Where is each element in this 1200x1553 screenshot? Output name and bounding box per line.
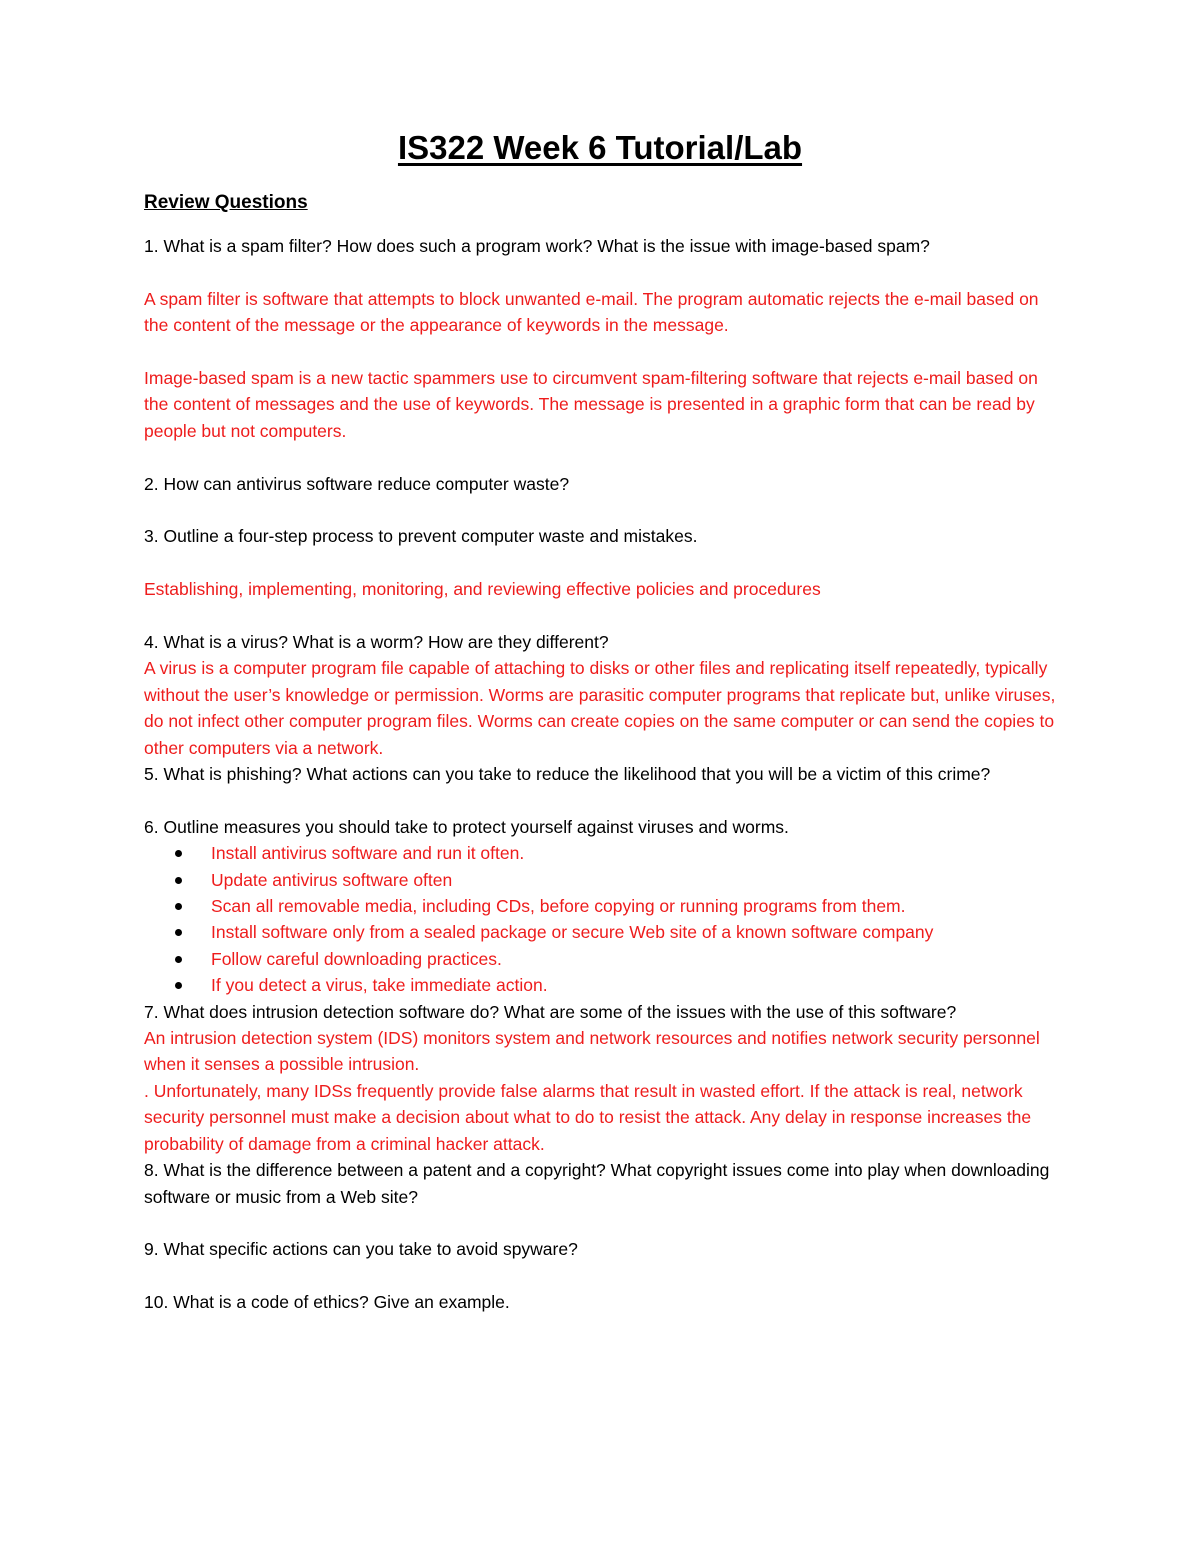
answer-4: A virus is a computer program file capable of attaching to disks or other files and replicating itself repeatedly, typically without the user’s knowledge or permission. Worms are parasitic computer programs that replicate but, unlike viruses, do not infect other computer program files. Worms can create copies on the same computer or can send the copies to other computers via a network. xyxy=(144,658,1056,758)
answer-1-paragraph-1: A spam filter is software that attempts to block unwanted e-mail. The program automatic rejects the e-mail based on the content of the message or the appearance of keywords in the message. xyxy=(144,288,1039,336)
question-2: 2. How can antivirus software reduce computer waste? xyxy=(144,473,570,494)
list-item: Scan all removable media, including CDs, before copying or running programs from them. xyxy=(144,893,1066,919)
document-title: IS322 Week 6 Tutorial/Lab xyxy=(397,129,803,166)
list-item: Follow careful downloading practices. xyxy=(144,946,1066,972)
answer-6-list xyxy=(144,840,1066,998)
answer-3: Establishing, implementing, monitoring, and reviewing effective policies and procedures xyxy=(144,579,821,600)
list-item: Install software only from a sealed package or secure Web site of a known software company xyxy=(144,919,1066,945)
list-item: Install antivirus software and run it often. xyxy=(144,840,1066,866)
list-item: If you detect a virus, take immediate action. xyxy=(144,972,1066,998)
document-body xyxy=(144,233,1066,1316)
answer-7-paragraph-1: An intrusion detection system (IDS) monitors system and network resources and notifies network security personnel when it senses a possible intrusion. xyxy=(144,1028,1040,1075)
section-heading: Review Questions xyxy=(144,192,308,213)
question-9: 9. What specific actions can you take to avoid spyware? xyxy=(144,1239,578,1260)
bullet-icon xyxy=(175,850,182,857)
question-6: 6. Outline measures you should take to protect yourself against viruses and worms. xyxy=(144,816,789,837)
list-item: Update antivirus software often xyxy=(144,867,1066,893)
bullet-icon xyxy=(175,903,182,910)
answer-7-paragraph-2: . Unfortunately, many IDSs frequently provide false alarms that result in wasted effort. If the attack is real, network security personnel must make a decision about what to do to resist the attack. Any delay in response increases the probability of damage from a criminal hacker attack. xyxy=(144,1080,1032,1154)
bullet-icon xyxy=(175,929,182,936)
question-4: 4. What is a virus? What is a worm? How are they different? xyxy=(144,632,609,652)
question-5: 5. What is phishing? What actions can you take to reduce the likelihood that you will be a victim of this crime? xyxy=(144,764,991,785)
bullet-icon xyxy=(175,982,182,989)
answer-1-paragraph-2: Image-based spam is a new tactic spammers use to circumvent spam-filtering software that rejects e-mail based on the content of messages and the use of keywords. The message is presented in a graphic form that can be read by people but not computers. xyxy=(144,368,1038,441)
question-7: 7. What does intrusion detection software do? What are some of the issues with the use of this software? xyxy=(144,1001,957,1022)
question-3: 3. Outline a four-step process to prevent computer waste and mistakes. xyxy=(144,526,698,547)
question-1: 1. What is a spam filter? How does such a program work? What is the issue with image-based spam? xyxy=(144,236,930,256)
bullet-icon xyxy=(175,877,182,884)
question-8: 8. What is the difference between a patent and a copyright? What copyright issues come into play when downloading software or music from a Web site? xyxy=(144,1160,1050,1207)
bullet-icon xyxy=(175,956,182,963)
question-10: 10. What is a code of ethics? Give an example. xyxy=(144,1292,510,1313)
